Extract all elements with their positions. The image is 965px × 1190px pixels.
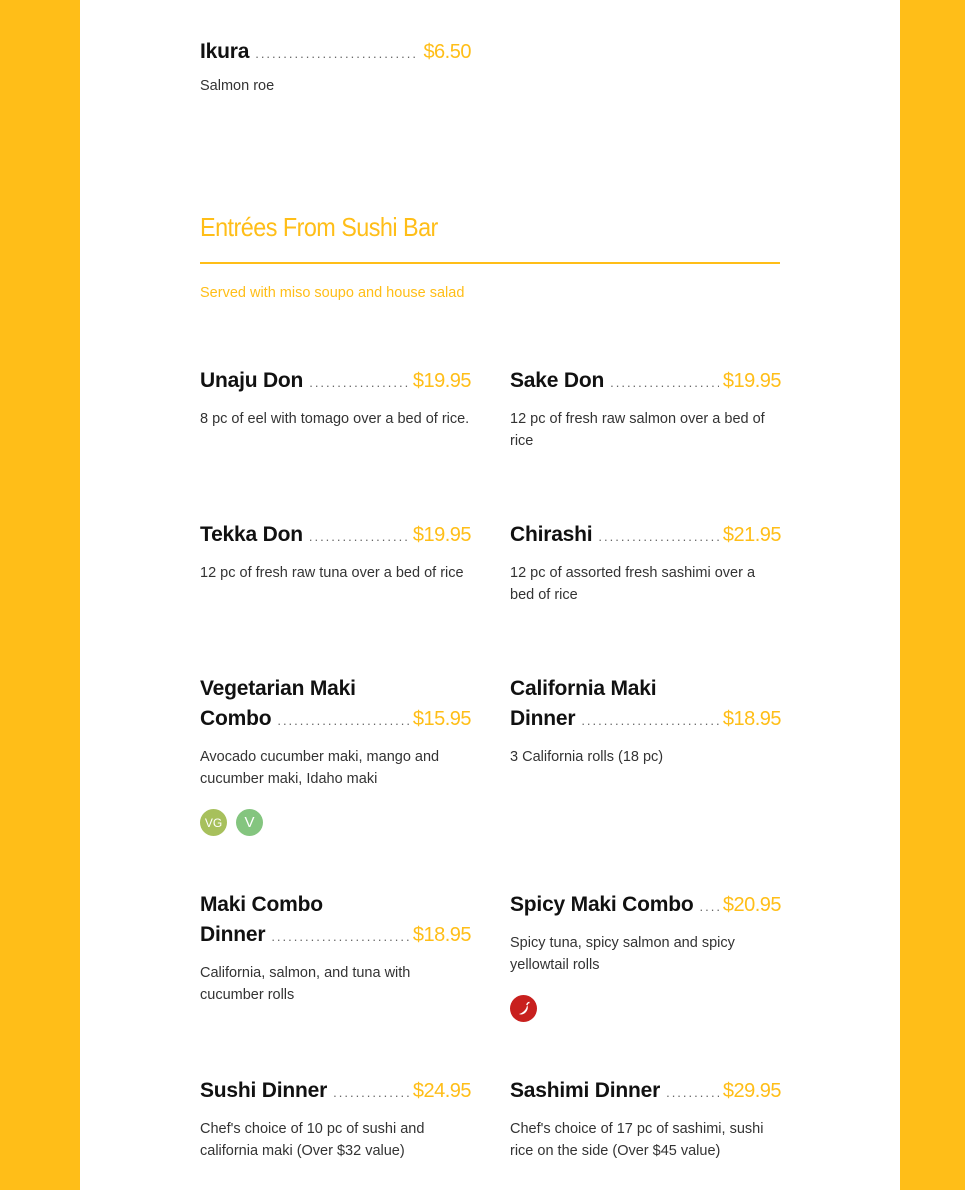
item-name-line1: California Maki (510, 677, 657, 700)
item-price: $6.50 (423, 41, 471, 63)
item-description: 12 pc of fresh raw tuna over a bed of rice (200, 565, 464, 581)
item-description: Chef's choice of 10 pc of sushi and california maki (Over $32 value) (200, 1121, 425, 1159)
item-price: $29.95 (722, 1080, 781, 1102)
item-name-line1: Vegetarian Maki (200, 677, 356, 700)
item-name-line2: Combo (200, 707, 272, 730)
dot-leader (700, 892, 719, 922)
item-name-line2: Dinner (200, 923, 266, 946)
item-description: Salmon roe (200, 78, 275, 94)
dot-leader (309, 522, 409, 552)
section-divider (200, 262, 780, 264)
dot-leader (277, 706, 409, 736)
item-name: Sushi Dinner (200, 1079, 328, 1102)
item-name: Sashimi Dinner (510, 1079, 661, 1102)
item-name: Sake Don (510, 369, 605, 392)
menu-item-sushi-dinner (200, 1076, 471, 1162)
menu-item-spicy-maki-combo (510, 890, 781, 1022)
item-description: Avocado cucumber maki, mango and cucumber maki, Idaho maki (200, 749, 440, 787)
item-name: Spicy Maki Combo (510, 893, 694, 916)
menu-item-maki-combo-dinner (200, 890, 471, 1006)
item-price: $24.95 (412, 1080, 471, 1102)
menu-item-california-maki-dinner (510, 674, 781, 768)
diet-badges (510, 995, 781, 1022)
item-name: Chirashi (510, 523, 593, 546)
item-price: $19.95 (412, 370, 471, 392)
chili-pepper-icon (510, 995, 537, 1022)
diet-badges (200, 809, 471, 836)
section-subtitle: Served with miso soupo and house salad (200, 285, 465, 301)
dot-leader (333, 1078, 409, 1108)
item-name: Ikura ..... $6.50 (200, 37, 471, 69)
dot-leader (271, 922, 409, 952)
dot-leader (598, 522, 718, 552)
vegetarian-badge-icon: V (236, 809, 263, 836)
item-price: $15.95 (412, 708, 471, 730)
dot-leader (309, 368, 409, 398)
vegan-badge-icon: VG (200, 809, 227, 836)
dot-leader (666, 1078, 719, 1108)
menu-item-unaju-don (200, 366, 471, 430)
item-name: Unaju Don (200, 369, 304, 392)
item-price: $20.95 (722, 894, 781, 916)
item-description: Chef's choice of 17 pc of sashimi, sushi rice on the side (Over $45 value) (510, 1121, 764, 1159)
menu-item-ikura (200, 37, 471, 97)
menu-item-sake-don (510, 366, 781, 452)
item-description: California, salmon, and tuna with cucumber rolls (200, 965, 411, 1003)
item-description: 3 California rolls (18 pc) (510, 749, 664, 765)
dot-leader (255, 39, 419, 69)
menu-item-vegetarian-maki-combo (200, 674, 471, 836)
item-price: $21.95 (722, 524, 781, 546)
item-price: $19.95 (722, 370, 781, 392)
dot-leader (581, 706, 719, 736)
item-description: Spicy tuna, spicy salmon and spicy yellowtail rolls (510, 935, 735, 973)
menu-item-tekka-don (200, 520, 471, 584)
item-name: Tekka Don (200, 523, 303, 546)
item-price: $18.95 (412, 924, 471, 946)
item-description: 8 pc of eel with tomago over a bed of rice. (200, 411, 470, 427)
section-title: Entrées From Sushi Bar (200, 212, 438, 242)
item-price: $19.95 (412, 524, 471, 546)
dot-leader (610, 368, 719, 398)
item-name-line1: Maki Combo (200, 893, 323, 916)
item-price: $18.95 (722, 708, 781, 730)
menu-item-sashimi-dinner (510, 1076, 781, 1162)
item-description: 12 pc of assorted fresh sashimi over a bed of rice (510, 565, 756, 603)
item-name-line2: Dinner (510, 707, 576, 730)
item-description: 12 pc of fresh raw salmon over a bed of rice (510, 411, 765, 449)
menu-item-chirashi (510, 520, 781, 606)
